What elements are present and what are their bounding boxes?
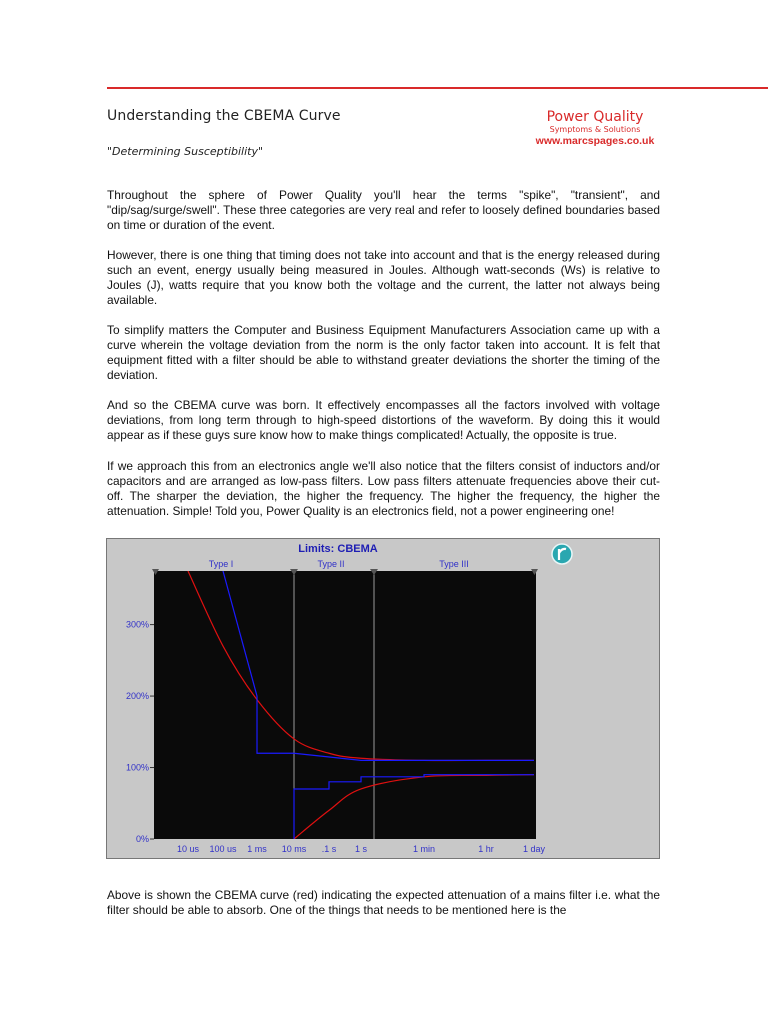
- plot-area: [154, 571, 536, 839]
- y-tick-label: 200%: [125, 691, 149, 702]
- x-tick-label: 1 ms: [247, 844, 267, 854]
- cbema-chart: [106, 538, 660, 859]
- y-tick-label: 300%: [125, 619, 149, 630]
- site-logo[interactable]: [530, 109, 660, 148]
- paragraph-4: And so the CBEMA curve was born. It effectively encompasses all the factors involved with voltage deviations, from long term through to high-speed distortions of the waveform. By doing this it would appear as if these guys sure know how to make things complicated! Actually, the opposite is true.: [107, 397, 660, 442]
- logo-line-2: Symptoms & Solutions: [549, 125, 641, 134]
- brand-badge-icon: [552, 544, 572, 564]
- page-title: Understanding the CBEMA Curve: [107, 108, 341, 124]
- region-label-3: Type III: [439, 559, 469, 569]
- header-rule: [107, 87, 768, 89]
- region-label-1: Type I: [208, 559, 234, 569]
- cbema-chart-svg: [106, 538, 660, 859]
- logo-line-1: Power Quality: [546, 109, 644, 125]
- x-tick-label: 10 us: [176, 844, 200, 854]
- y-tick-label: 100%: [125, 762, 149, 773]
- paragraph-5: If we approach this from an electronics angle we'll also notice that the filters consist of inductors and/or capacitors and are arranged as low-pass filters. Low pass filters attenuate frequencies above their cut-off. The sharper the deviation, the higher the frequency. The higher the frequency, the higher the attenuation. Simple! Told you, Power Quality is an electronics field, not a power engineering one!: [107, 458, 660, 518]
- x-tick-label: 1 s: [354, 844, 368, 854]
- page-subtitle: "Determining Susceptibility": [107, 145, 264, 158]
- paragraph-3: To simplify matters the Computer and Business Equipment Manufacturers Association came up with a curve wherein the voltage deviation from the norm is the only factor taken into account. It is felt that equipment fitted with a filter should be able to withstand greater deviations the shorter the timing of the deviation.: [107, 322, 660, 382]
- logo-url-link[interactable]: www.marcspages.co.uk: [535, 135, 655, 147]
- chart-title: Limits: CBEMA: [298, 543, 378, 555]
- x-tick-label: 100 us: [209, 844, 237, 854]
- x-tick-label: .1 s: [321, 844, 337, 854]
- region-label-2: Type II: [317, 559, 345, 569]
- x-tick-label: 1 hr: [478, 844, 494, 854]
- paragraph-2: However, there is one thing that timing does not take into account and that is the energy released during such an event, energy usually being measured in Joules. Although watt-seconds (Ws) is relative to Joules (J), watts require that you know both the voltage and the current, the latter not always being available.: [107, 247, 660, 307]
- x-tick-label: 1 min: [412, 844, 436, 854]
- x-tick-label: 10 ms: [281, 844, 307, 854]
- x-tick-label: 1 day: [522, 844, 546, 854]
- y-tick-label: 0%: [135, 834, 149, 844]
- paragraph-1: Throughout the sphere of Power Quality you'll hear the terms "spike", "transient", and "dip/sag/surge/swell". These three categories are very real and refer to loosely defined boundaries based on time or duration of the event.: [107, 187, 660, 232]
- paragraph-6: Above is shown the CBEMA curve (red) indicating the expected attenuation of a mains filter i.e. what the filter should be able to absorb. One of the things that needs to be mentioned here is the: [107, 887, 660, 917]
